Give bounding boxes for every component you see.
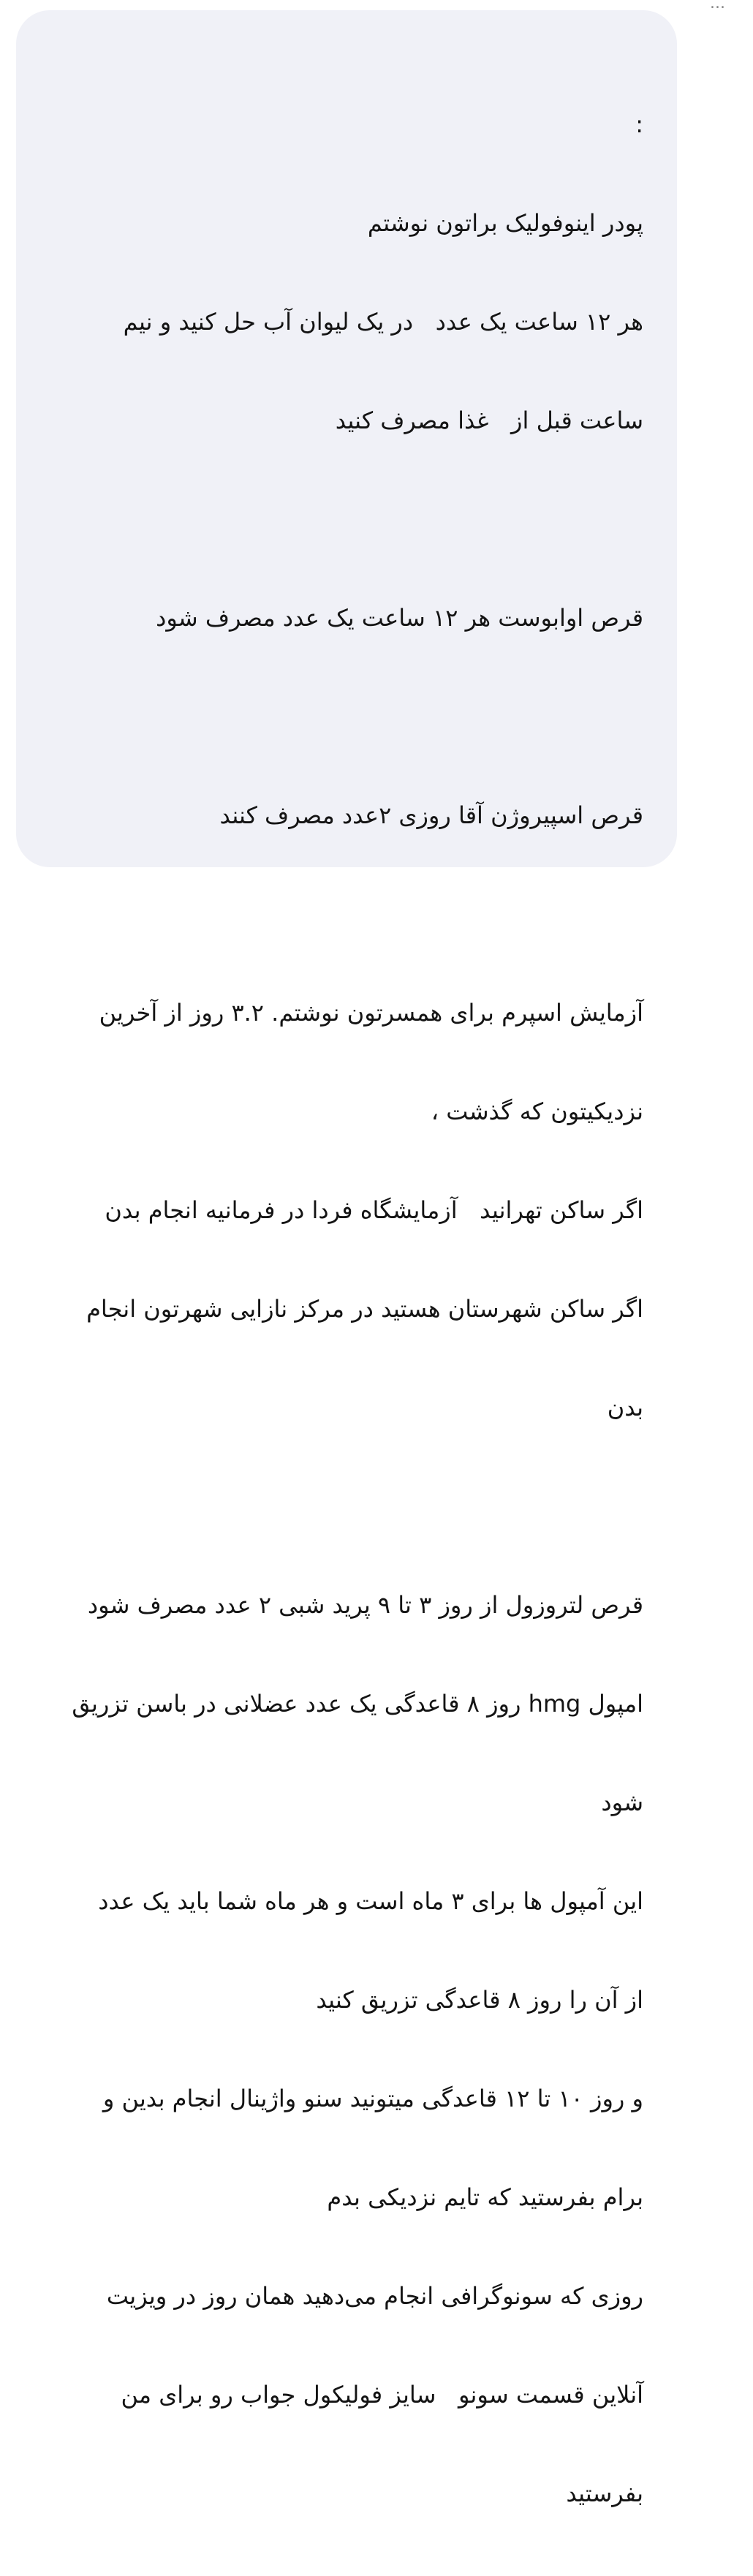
- message-line: [53, 700, 643, 733]
- message-line: نزدیکیتون که گذشت ،: [431, 1098, 643, 1125]
- message-line: این آمپول ها برای ۳ ماه است و هر ماه شما باید یک عدد: [98, 1887, 643, 1915]
- message-text: [53, 42, 643, 2576]
- message-line: [53, 503, 643, 536]
- message-line: :: [635, 110, 643, 138]
- message-line: [53, 1490, 643, 1523]
- message-line: آنلاین قسمت سونو سایز فولیکول جواب رو برای من: [121, 2381, 643, 2409]
- message-line: برام بفرستید که تایم نزدیکی بدم: [327, 2183, 643, 2211]
- message-line: قرص اسپیروژن آقا روزی ۲عدد مصرف کنند: [219, 801, 643, 829]
- message-line: امپول hmg روز ۸ قاعدگی یک عدد عضلانی در باسن تزریق: [72, 1690, 643, 1718]
- message-bubble[interactable]: [16, 10, 677, 2507]
- message-line: شود: [601, 1789, 643, 1816]
- message-line: از آن را روز ۸ قاعدگی تزریق کنید: [316, 1986, 643, 2014]
- message-line: ساعت قبل از غذا مصرف کنید: [335, 407, 643, 434]
- message-line: [53, 898, 643, 931]
- message-line: اگر ساکن تهرانید آزمایشگاه فردا در فرمانیه انجام بدن: [105, 1196, 643, 1224]
- message-line: قرص لتروزول از روز ۳ تا ۹ پرید شبی ۲ عدد مصرف شود: [87, 1591, 643, 1619]
- clipped-header-text: ...: [710, 0, 725, 12]
- message-line: اگر ساکن شهرستان هستید در مرکز نازایی شهرتون انجام: [86, 1295, 643, 1323]
- message-line: هر ۱۲ ساعت یک عدد در یک لیوان آب حل کنید و نیم: [123, 308, 643, 336]
- message-line: بدن: [607, 1394, 643, 1421]
- message-line: و روز ۱۰ تا ۱۲ قاعدگی میتونید سنو واژینال انجام بدین و: [102, 2085, 643, 2112]
- message-line: روزی که سونوگرافی انجام می‌دهید همان روز در ویزیت: [106, 2282, 643, 2310]
- message-line: پودر اینوفولیک براتون نوشتم: [367, 209, 643, 237]
- message-line: قرص اوابوست هر ۱۲ ساعت یک عدد مصرف شود: [156, 604, 643, 632]
- message-line: بفرستید: [566, 2479, 643, 2507]
- message-line: آزمایش اسپرم برای همسرتون نوشتم. ۳.۲ روز از آخرین: [99, 999, 643, 1027]
